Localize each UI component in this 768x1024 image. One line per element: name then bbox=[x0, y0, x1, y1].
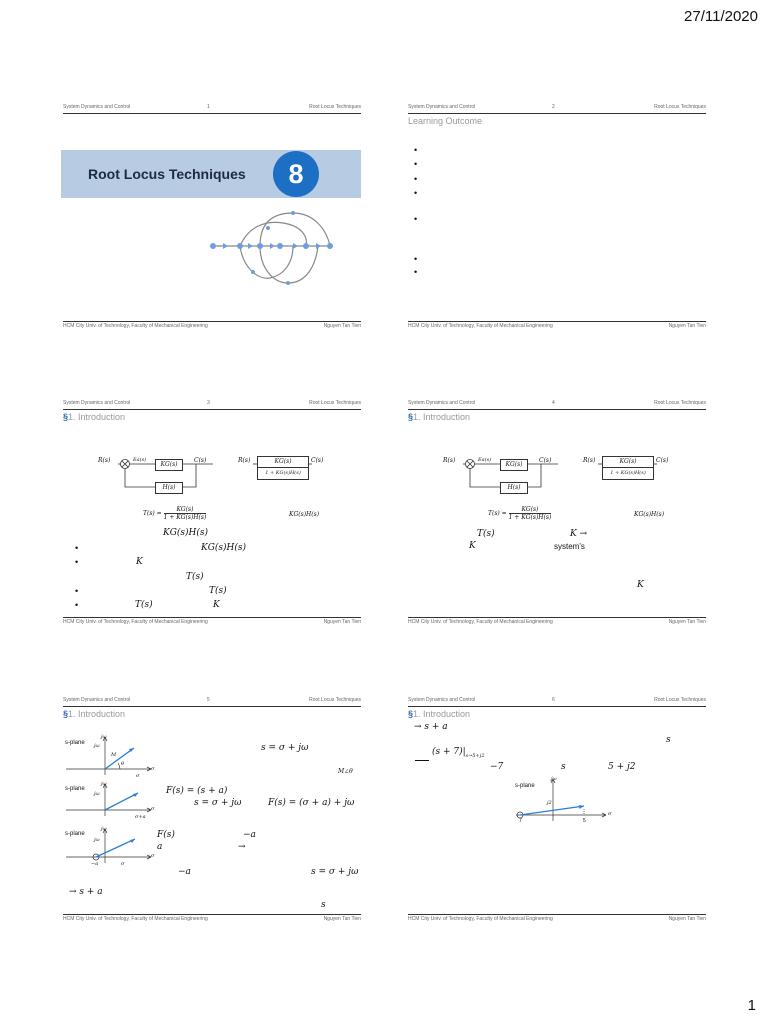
slide-header: System Dynamics and Control 4 Root Locus Techniques bbox=[408, 400, 706, 406]
bullet: • bbox=[414, 174, 418, 184]
arrow: → bbox=[238, 842, 246, 852]
closed-loop-block: KG(s) 1 + KG(s)H(s) bbox=[257, 456, 309, 480]
bullet: • bbox=[414, 254, 418, 264]
slide-header: System Dynamics and Control 6 Root Locus Techniques bbox=[408, 697, 706, 703]
K-bullet: K bbox=[213, 600, 220, 610]
s-label: s bbox=[666, 735, 671, 745]
bullet: • bbox=[75, 600, 79, 610]
sigma-label: σ bbox=[608, 811, 612, 817]
slide-header: System Dynamics and Control 2 Root Locus Techniques bbox=[408, 104, 706, 110]
arrow-s-plus-a: → s + a bbox=[414, 722, 448, 732]
feedback-block-H: H(s) bbox=[155, 482, 183, 494]
input-R: R(s) bbox=[583, 457, 596, 464]
slide-header: System Dynamics and Control 1 Root Locus Techniques bbox=[63, 104, 361, 110]
systems-text: system's bbox=[554, 542, 585, 551]
s-plane-vector-s-plus-a bbox=[63, 780, 163, 820]
slide-title: §1. Introduction bbox=[408, 412, 471, 422]
K-arrow: K → bbox=[570, 529, 588, 539]
minus-a: −a bbox=[178, 867, 191, 877]
chapter-badge: 8 bbox=[273, 151, 319, 197]
bullet: • bbox=[414, 145, 418, 155]
bullet: • bbox=[75, 557, 79, 567]
sigma-plus-a-label: σ+a bbox=[135, 814, 146, 820]
K-label: K bbox=[637, 580, 644, 590]
transfer-function: T(s) = $\frac{KG(s)}{1 + KG(s)H(s)}$ bbox=[143, 506, 207, 521]
tick-7: 7 bbox=[519, 818, 522, 824]
slide-2 bbox=[408, 104, 706, 330]
jw-label: jω bbox=[94, 837, 100, 843]
error-Ea: Ea(s) bbox=[478, 457, 492, 463]
sigma-label: σ bbox=[151, 766, 155, 772]
s-definition: s = σ + jω bbox=[311, 867, 359, 877]
blank-line bbox=[415, 760, 429, 761]
T-line: T(s) bbox=[186, 572, 204, 582]
slide-3 bbox=[63, 400, 361, 626]
page-number: 1 bbox=[747, 997, 756, 1014]
M-angle-theta: M∠θ bbox=[338, 768, 353, 775]
M-label: M bbox=[111, 752, 117, 758]
closed-loop-block: KG(s) 1 + KG(s)H(s) bbox=[602, 456, 654, 480]
slide-footer: HCM City Univ. of Technology, Faculty of Mechanical Engineering Nguyen Tan Tien bbox=[63, 323, 361, 329]
s-label: s bbox=[561, 762, 566, 772]
j2-label: j2 bbox=[547, 800, 552, 806]
output-C: C(s) bbox=[311, 457, 324, 464]
T-bullet: T(s) bbox=[209, 586, 227, 596]
slide-header: System Dynamics and Control 3 Root Locus Techniques bbox=[63, 400, 361, 406]
sigma-label: σ bbox=[136, 773, 140, 779]
output-C: C(s) bbox=[539, 457, 552, 464]
forward-block-KG: KG(s) bbox=[155, 459, 183, 471]
output-C: C(s) bbox=[656, 457, 669, 464]
s-definition: s = σ + jω bbox=[261, 743, 309, 753]
sigma-label: σ bbox=[151, 806, 155, 812]
s-plane-vector-7-to-5j2 bbox=[508, 775, 618, 825]
bullet: • bbox=[75, 586, 79, 596]
s-plane-vector-from-minus-a bbox=[63, 825, 163, 865]
banner-title: Root Locus Techniques bbox=[88, 166, 246, 182]
slide-6 bbox=[408, 697, 706, 923]
bullet: • bbox=[414, 214, 418, 224]
page-date: 27/11/2020 bbox=[684, 8, 758, 25]
bullet: • bbox=[414, 267, 418, 277]
jw-label: jω bbox=[101, 826, 107, 832]
point-5-j2: 5 + j2 bbox=[608, 762, 636, 772]
K-bullet: K bbox=[136, 557, 143, 567]
bullet: • bbox=[75, 543, 79, 553]
root-locus-graph-illustration bbox=[208, 208, 338, 288]
T-bullet: T(s) bbox=[135, 600, 153, 610]
slide-title: §1. Introduction bbox=[63, 412, 126, 422]
minus-7: −7 bbox=[490, 762, 504, 772]
title-banner bbox=[61, 150, 361, 198]
minus-a-label: −a bbox=[91, 861, 99, 867]
error-Ea: Ea(s) bbox=[133, 457, 147, 463]
KGH-bullet: KG(s)H(s) bbox=[201, 543, 247, 553]
output-C: C(s) bbox=[194, 457, 207, 464]
transfer-function: T(s) = $\frac{KG(s)}{1 + KG(s)H(s)}$ bbox=[488, 506, 552, 521]
s-plane-label: s-plane bbox=[515, 783, 535, 789]
open-loop-KGH: KG(s)H(s) bbox=[289, 511, 320, 518]
forward-block-KG: KG(s) bbox=[500, 459, 528, 471]
slide-title: Learning Outcome bbox=[408, 116, 483, 126]
T-label: T(s) bbox=[477, 529, 495, 539]
jw-label: jω bbox=[94, 791, 100, 797]
slide-header: System Dynamics and Control 5 Root Locus Techniques bbox=[63, 697, 361, 703]
arrow-s-plus-a: → s + a bbox=[69, 887, 103, 897]
slide-footer: HCM City Univ. of Technology, Faculty of Mechanical Engineering Nguyen Tan Tien bbox=[63, 619, 361, 625]
slide-title: §1. Introduction bbox=[408, 709, 471, 719]
slide-footer: HCM City Univ. of Technology, Faculty of Mechanical Engineering Nguyen Tan Tien bbox=[63, 916, 361, 922]
jw-label: jω bbox=[551, 776, 557, 782]
slide-footer: HCM City Univ. of Technology, Faculty of Mechanical Engineering Nguyen Tan Tien bbox=[408, 619, 706, 625]
bullet: • bbox=[414, 188, 418, 198]
s-plane-label: s-plane bbox=[65, 786, 85, 792]
s-label: s bbox=[321, 900, 326, 910]
a-label: a bbox=[157, 842, 163, 852]
evaluation: $(s + 7)|_{s\to 5+j2}$ bbox=[432, 747, 485, 759]
input-R: R(s) bbox=[443, 457, 456, 464]
slide-4 bbox=[408, 400, 706, 626]
F-definition: F(s) = (s + a) bbox=[166, 786, 228, 796]
open-loop-KGH: KG(s)H(s) bbox=[634, 511, 665, 518]
bullet: • bbox=[414, 159, 418, 169]
K-label: K bbox=[469, 541, 476, 551]
F-label: F(s) bbox=[157, 830, 175, 840]
slide-1 bbox=[63, 104, 361, 330]
slide-footer: HCM City Univ. of Technology, Faculty of Mechanical Engineering Nguyen Tan Tien bbox=[408, 323, 706, 329]
jw-label: jω bbox=[94, 743, 100, 749]
s-plane-label: s-plane bbox=[65, 831, 85, 837]
sigma-label: σ bbox=[121, 861, 125, 867]
jw-label: jω bbox=[101, 781, 107, 787]
slide-5 bbox=[63, 697, 361, 923]
sigma-label: σ bbox=[151, 853, 155, 859]
minus-a: −a bbox=[243, 830, 256, 840]
input-R: R(s) bbox=[238, 457, 251, 464]
KGH-label: KG(s)H(s) bbox=[163, 528, 209, 538]
slide-footer: HCM City Univ. of Technology, Faculty of Mechanical Engineering Nguyen Tan Tien bbox=[408, 916, 706, 922]
theta-label: θ bbox=[121, 761, 125, 767]
s-plane-label: s-plane bbox=[65, 740, 85, 746]
jw-label: jω bbox=[101, 734, 107, 740]
F-expansion: F(s) = (σ + a) + jω bbox=[268, 798, 355, 808]
slide-title: §1. Introduction bbox=[63, 709, 126, 719]
s-definition: s = σ + jω bbox=[194, 798, 242, 808]
feedback-block-H: H(s) bbox=[500, 482, 528, 494]
tick-5: 5 bbox=[583, 818, 586, 824]
input-R: R(s) bbox=[98, 457, 111, 464]
